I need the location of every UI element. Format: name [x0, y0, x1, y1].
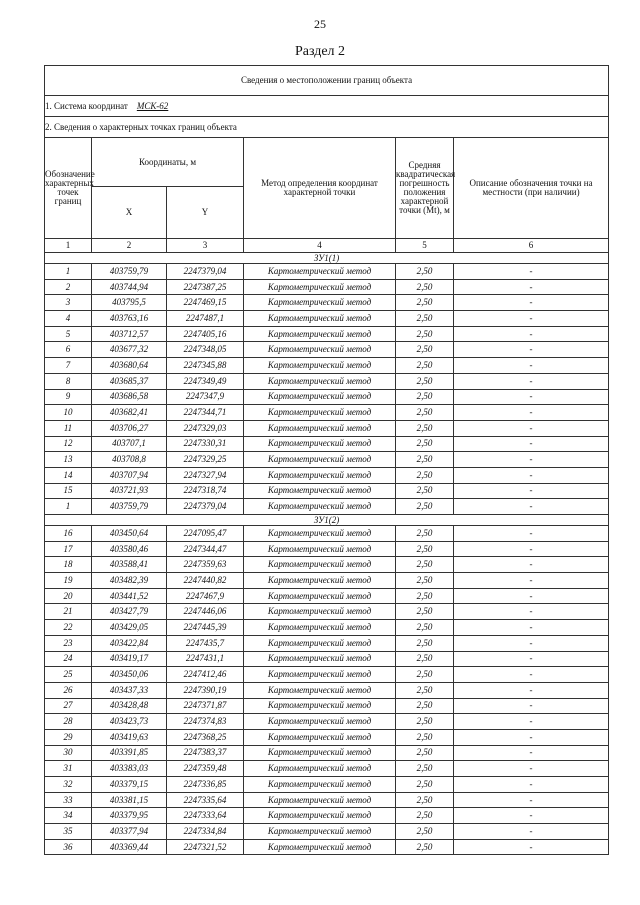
- header-row: [45, 138, 609, 187]
- column-number: 5: [396, 239, 454, 253]
- table-row: [45, 467, 609, 483]
- y-coordinate-cell: 2247349,49: [167, 373, 244, 389]
- mt-cell: 2,50: [396, 714, 454, 730]
- mt-cell: 2,50: [396, 777, 454, 793]
- description-cell: -: [454, 745, 609, 761]
- x-coordinate-cell: 403707,1: [92, 436, 167, 452]
- mt-cell: 2,50: [396, 358, 454, 374]
- table-row: [45, 824, 609, 840]
- section-title: Раздел 2: [294, 44, 346, 59]
- column-number: 3: [167, 239, 244, 253]
- point-number-cell: 33: [45, 792, 92, 808]
- point-number-cell: 23: [45, 635, 92, 651]
- point-number-cell: 28: [45, 714, 92, 730]
- description-cell: -: [454, 808, 609, 824]
- description-cell: -: [454, 452, 609, 468]
- method-cell: Картометрический метод: [244, 651, 396, 667]
- table-row: [45, 557, 609, 573]
- description-cell: -: [454, 467, 609, 483]
- method-cell: Картометрический метод: [244, 745, 396, 761]
- y-coordinate-cell: 2247335,64: [167, 792, 244, 808]
- group-label: ЗУ1(1): [45, 253, 609, 264]
- mt-cell: 2,50: [396, 420, 454, 436]
- point-number-cell: 14: [45, 467, 92, 483]
- description-cell: -: [454, 824, 609, 840]
- x-coordinate-cell: 403763,16: [92, 311, 167, 327]
- group-label: ЗУ1(2): [45, 515, 609, 526]
- point-number-cell: 31: [45, 761, 92, 777]
- y-coordinate-cell: 2247435,7: [167, 635, 244, 651]
- description-cell: -: [454, 761, 609, 777]
- mt-cell: 2,50: [396, 729, 454, 745]
- mt-cell: 2,50: [396, 499, 454, 515]
- point-number-cell: 32: [45, 777, 92, 793]
- method-cell: Картометрический метод: [244, 714, 396, 730]
- x-coordinate-cell: 403377,94: [92, 824, 167, 840]
- description-cell: -: [454, 389, 609, 405]
- description-cell: -: [454, 499, 609, 515]
- column-number: 6: [454, 239, 609, 253]
- description-cell: -: [454, 311, 609, 327]
- y-coordinate-cell: 2247348,05: [167, 342, 244, 358]
- point-number-cell: 29: [45, 729, 92, 745]
- x-coordinate-cell: 403706,27: [92, 420, 167, 436]
- mt-cell: 2,50: [396, 651, 454, 667]
- table-row: [45, 295, 609, 311]
- method-cell: Картометрический метод: [244, 808, 396, 824]
- y-coordinate-cell: 2247431,1: [167, 651, 244, 667]
- point-number-cell: 17: [45, 541, 92, 557]
- description-cell: -: [454, 436, 609, 452]
- y-coordinate-cell: 2247387,25: [167, 279, 244, 295]
- description-cell: -: [454, 620, 609, 636]
- description-cell: -: [454, 698, 609, 714]
- point-number-cell: 35: [45, 824, 92, 840]
- description-cell: -: [454, 714, 609, 730]
- mt-cell: 2,50: [396, 824, 454, 840]
- method-cell: Картометрический метод: [244, 295, 396, 311]
- method-cell: Картометрический метод: [244, 588, 396, 604]
- x-coordinate-cell: 403450,64: [92, 526, 167, 542]
- description-cell: -: [454, 667, 609, 683]
- column-number: 2: [92, 239, 167, 253]
- y-coordinate-cell: 2247412,46: [167, 667, 244, 683]
- method-cell: Картометрический метод: [244, 326, 396, 342]
- table-row: [45, 604, 609, 620]
- x-coordinate-cell: 403441,52: [92, 588, 167, 604]
- x-coordinate-cell: 403383,03: [92, 761, 167, 777]
- y-coordinate-cell: 2247445,39: [167, 620, 244, 636]
- y-coordinate-cell: 2247469,15: [167, 295, 244, 311]
- method-cell: Картометрический метод: [244, 405, 396, 421]
- y-coordinate-cell: 2247487,1: [167, 311, 244, 327]
- table-row: [45, 389, 609, 405]
- description-cell: -: [454, 342, 609, 358]
- method-cell: Картометрический метод: [244, 635, 396, 651]
- y-coordinate-cell: 2247440,82: [167, 573, 244, 589]
- y-coordinate-cell: 2247333,64: [167, 808, 244, 824]
- x-coordinate-cell: 403369,44: [92, 839, 167, 855]
- method-cell: Картометрический метод: [244, 761, 396, 777]
- description-cell: -: [454, 279, 609, 295]
- x-coordinate-cell: 403588,41: [92, 557, 167, 573]
- table-row: [45, 436, 609, 452]
- point-number-cell: 7: [45, 358, 92, 374]
- table-title: Сведения о местоположении границ объекта: [45, 66, 609, 96]
- description-cell: -: [454, 792, 609, 808]
- header-method: Метод определения координат характерной точки: [244, 138, 396, 239]
- description-cell: -: [454, 635, 609, 651]
- x-coordinate-cell: 403379,15: [92, 777, 167, 793]
- mt-cell: 2,50: [396, 620, 454, 636]
- x-coordinate-cell: 403707,94: [92, 467, 167, 483]
- point-number-cell: 25: [45, 667, 92, 683]
- boundary-table: [44, 65, 609, 855]
- x-coordinate-cell: 403759,79: [92, 499, 167, 515]
- method-cell: Картометрический метод: [244, 557, 396, 573]
- method-cell: Картометрический метод: [244, 279, 396, 295]
- point-number-cell: 34: [45, 808, 92, 824]
- point-number-cell: 5: [45, 326, 92, 342]
- point-number-cell: 21: [45, 604, 92, 620]
- x-coordinate-cell: 403712,57: [92, 326, 167, 342]
- method-cell: Картометрический метод: [244, 777, 396, 793]
- point-number-cell: 24: [45, 651, 92, 667]
- mt-cell: 2,50: [396, 682, 454, 698]
- header-sko: Средняя квадратическая погрешность положения характерной точки (Mt), м: [396, 138, 454, 239]
- header-y: Y: [167, 187, 244, 239]
- y-coordinate-cell: 2247383,37: [167, 745, 244, 761]
- x-coordinate-cell: 403795,5: [92, 295, 167, 311]
- x-coordinate-cell: 403422,84: [92, 635, 167, 651]
- mt-cell: 2,50: [396, 526, 454, 542]
- mt-cell: 2,50: [396, 541, 454, 557]
- column-numbers-row: [45, 239, 609, 253]
- table-row: [45, 405, 609, 421]
- table-row: [45, 651, 609, 667]
- mt-cell: 2,50: [396, 808, 454, 824]
- description-cell: -: [454, 483, 609, 499]
- x-coordinate-cell: 403677,32: [92, 342, 167, 358]
- point-number-cell: 16: [45, 526, 92, 542]
- point-number-cell: 8: [45, 373, 92, 389]
- header-coordinates: Координаты, м: [92, 138, 244, 187]
- x-coordinate-cell: 403708,8: [92, 452, 167, 468]
- table-row: [45, 808, 609, 824]
- description-cell: -: [454, 651, 609, 667]
- table-row: [45, 620, 609, 636]
- description-cell: -: [454, 526, 609, 542]
- table-row: [45, 326, 609, 342]
- mt-cell: 2,50: [396, 311, 454, 327]
- x-coordinate-cell: 403685,37: [92, 373, 167, 389]
- description-cell: -: [454, 588, 609, 604]
- y-coordinate-cell: 2247359,63: [167, 557, 244, 573]
- point-number-cell: 10: [45, 405, 92, 421]
- mt-cell: 2,50: [396, 667, 454, 683]
- mt-cell: 2,50: [396, 792, 454, 808]
- method-cell: Картометрический метод: [244, 420, 396, 436]
- mt-cell: 2,50: [396, 264, 454, 280]
- description-cell: -: [454, 604, 609, 620]
- y-coordinate-cell: 2247405,16: [167, 326, 244, 342]
- mt-cell: 2,50: [396, 557, 454, 573]
- mt-cell: 2,50: [396, 389, 454, 405]
- table-row: [45, 729, 609, 745]
- page-number: 25: [314, 17, 326, 31]
- mt-cell: 2,50: [396, 698, 454, 714]
- table-row: [45, 698, 609, 714]
- x-coordinate-cell: 403721,93: [92, 483, 167, 499]
- x-coordinate-cell: 403428,48: [92, 698, 167, 714]
- table-row: [45, 839, 609, 855]
- y-coordinate-cell: 2247095,47: [167, 526, 244, 542]
- table-row: [45, 792, 609, 808]
- header-x: X: [92, 187, 167, 239]
- y-coordinate-cell: 2247359,48: [167, 761, 244, 777]
- table-row: [45, 499, 609, 515]
- mt-cell: 2,50: [396, 483, 454, 499]
- table-row: [45, 667, 609, 683]
- coordinate-system: [45, 96, 609, 117]
- method-cell: Картометрический метод: [244, 342, 396, 358]
- column-number: 1: [45, 239, 92, 253]
- table-row: [45, 264, 609, 280]
- x-coordinate-cell: 403744,94: [92, 279, 167, 295]
- mt-cell: 2,50: [396, 279, 454, 295]
- point-number-cell: 4: [45, 311, 92, 327]
- point-number-cell: 19: [45, 573, 92, 589]
- x-coordinate-cell: 403419,63: [92, 729, 167, 745]
- description-cell: -: [454, 295, 609, 311]
- x-coordinate-cell: 403759,79: [92, 264, 167, 280]
- point-number-cell: 26: [45, 682, 92, 698]
- table-row: [45, 682, 609, 698]
- point-number-cell: 18: [45, 557, 92, 573]
- y-coordinate-cell: 2247344,47: [167, 541, 244, 557]
- x-coordinate-cell: 403391,85: [92, 745, 167, 761]
- y-coordinate-cell: 2247446,06: [167, 604, 244, 620]
- point-number-cell: 11: [45, 420, 92, 436]
- mt-cell: 2,50: [396, 342, 454, 358]
- table-row: [45, 526, 609, 542]
- table-row: [45, 541, 609, 557]
- table-row: [45, 573, 609, 589]
- table-row: [45, 342, 609, 358]
- description-cell: -: [454, 777, 609, 793]
- x-coordinate-cell: 403437,33: [92, 682, 167, 698]
- y-coordinate-cell: 2247371,87: [167, 698, 244, 714]
- mt-cell: 2,50: [396, 467, 454, 483]
- description-cell: -: [454, 557, 609, 573]
- description-cell: -: [454, 326, 609, 342]
- column-number: 4: [244, 239, 396, 253]
- mt-cell: 2,50: [396, 604, 454, 620]
- description-cell: -: [454, 682, 609, 698]
- mt-cell: 2,50: [396, 326, 454, 342]
- y-coordinate-cell: 2247329,03: [167, 420, 244, 436]
- point-number-cell: 27: [45, 698, 92, 714]
- method-cell: Картометрический метод: [244, 698, 396, 714]
- mt-cell: 2,50: [396, 295, 454, 311]
- x-coordinate-cell: 403379,95: [92, 808, 167, 824]
- y-coordinate-cell: 2247379,04: [167, 499, 244, 515]
- method-cell: Картометрический метод: [244, 467, 396, 483]
- method-cell: Картометрический метод: [244, 792, 396, 808]
- mt-cell: 2,50: [396, 452, 454, 468]
- mt-cell: 2,50: [396, 745, 454, 761]
- method-cell: Картометрический метод: [244, 729, 396, 745]
- y-coordinate-cell: 2247345,88: [167, 358, 244, 374]
- method-cell: Картометрический метод: [244, 839, 396, 855]
- y-coordinate-cell: 2247374,83: [167, 714, 244, 730]
- method-cell: Картометрический метод: [244, 573, 396, 589]
- table-row: [45, 373, 609, 389]
- coordinate-system-label: 1. Система координат: [45, 100, 128, 111]
- x-coordinate-cell: 403682,41: [92, 405, 167, 421]
- method-cell: Картометрический метод: [244, 358, 396, 374]
- description-cell: -: [454, 729, 609, 745]
- points-info-row: [45, 117, 609, 138]
- mt-cell: 2,50: [396, 373, 454, 389]
- y-coordinate-cell: 2247318,74: [167, 483, 244, 499]
- table-row: [45, 279, 609, 295]
- y-coordinate-cell: 2247368,25: [167, 729, 244, 745]
- method-cell: Картометрический метод: [244, 483, 396, 499]
- group-row: [45, 515, 609, 526]
- y-coordinate-cell: 2247344,71: [167, 405, 244, 421]
- y-coordinate-cell: 2247329,25: [167, 452, 244, 468]
- y-coordinate-cell: 2247334,84: [167, 824, 244, 840]
- header-description: Описание обозначения точки на местности (при наличии): [454, 138, 609, 239]
- point-number-cell: 20: [45, 588, 92, 604]
- description-cell: -: [454, 839, 609, 855]
- description-cell: -: [454, 264, 609, 280]
- table-row: [45, 420, 609, 436]
- y-coordinate-cell: 2247467,9: [167, 588, 244, 604]
- y-coordinate-cell: 2247347,9: [167, 389, 244, 405]
- description-cell: -: [454, 573, 609, 589]
- x-coordinate-cell: 403680,64: [92, 358, 167, 374]
- x-coordinate-cell: 403423,73: [92, 714, 167, 730]
- point-number-cell: 15: [45, 483, 92, 499]
- coordinate-system-row: [45, 96, 609, 117]
- mt-cell: 2,50: [396, 839, 454, 855]
- table-row: [45, 311, 609, 327]
- method-cell: Картометрический метод: [244, 264, 396, 280]
- mt-cell: 2,50: [396, 761, 454, 777]
- method-cell: Картометрический метод: [244, 311, 396, 327]
- point-number-cell: 1: [45, 264, 92, 280]
- coordinate-system-value: МСК-62: [136, 100, 169, 111]
- point-number-cell: 2: [45, 279, 92, 295]
- x-coordinate-cell: 403482,39: [92, 573, 167, 589]
- point-number-cell: 12: [45, 436, 92, 452]
- group-row: [45, 253, 609, 264]
- points-info-label: 2. Сведения о характерных точках границ объекта: [45, 117, 609, 138]
- table-row: [45, 358, 609, 374]
- table-row: [45, 588, 609, 604]
- method-cell: Картометрический метод: [244, 667, 396, 683]
- x-coordinate-cell: 403419,17: [92, 651, 167, 667]
- header-designation: Обозначение характерных точек границ: [45, 138, 92, 239]
- point-number-cell: 36: [45, 839, 92, 855]
- method-cell: Картометрический метод: [244, 389, 396, 405]
- mt-cell: 2,50: [396, 635, 454, 651]
- description-cell: -: [454, 358, 609, 374]
- x-coordinate-cell: 403427,79: [92, 604, 167, 620]
- x-coordinate-cell: 403450,06: [92, 667, 167, 683]
- method-cell: Картометрический метод: [244, 541, 396, 557]
- point-number-cell: 3: [45, 295, 92, 311]
- point-number-cell: 22: [45, 620, 92, 636]
- y-coordinate-cell: 2247321,52: [167, 839, 244, 855]
- y-coordinate-cell: 2247327,94: [167, 467, 244, 483]
- table-row: [45, 635, 609, 651]
- table-row: [45, 452, 609, 468]
- point-number-cell: 9: [45, 389, 92, 405]
- table-row: [45, 483, 609, 499]
- method-cell: Картометрический метод: [244, 526, 396, 542]
- method-cell: Картометрический метод: [244, 436, 396, 452]
- table-row: [45, 761, 609, 777]
- point-number-cell: 30: [45, 745, 92, 761]
- y-coordinate-cell: 2247336,85: [167, 777, 244, 793]
- point-number-cell: 1: [45, 499, 92, 515]
- x-coordinate-cell: 403580,46: [92, 541, 167, 557]
- y-coordinate-cell: 2247390,19: [167, 682, 244, 698]
- x-coordinate-cell: 403686,58: [92, 389, 167, 405]
- table-row: [45, 777, 609, 793]
- mt-cell: 2,50: [396, 436, 454, 452]
- mt-cell: 2,50: [396, 573, 454, 589]
- mt-cell: 2,50: [396, 588, 454, 604]
- table-title-row: [45, 66, 609, 96]
- description-cell: -: [454, 541, 609, 557]
- method-cell: Картометрический метод: [244, 373, 396, 389]
- method-cell: Картометрический метод: [244, 824, 396, 840]
- y-coordinate-cell: 2247379,04: [167, 264, 244, 280]
- method-cell: Картометрический метод: [244, 620, 396, 636]
- point-number-cell: 13: [45, 452, 92, 468]
- table-row: [45, 745, 609, 761]
- method-cell: Картометрический метод: [244, 452, 396, 468]
- x-coordinate-cell: 403381,15: [92, 792, 167, 808]
- method-cell: Картометрический метод: [244, 604, 396, 620]
- method-cell: Картометрический метод: [244, 682, 396, 698]
- description-cell: -: [454, 405, 609, 421]
- method-cell: Картометрический метод: [244, 499, 396, 515]
- description-cell: -: [454, 420, 609, 436]
- description-cell: -: [454, 373, 609, 389]
- y-coordinate-cell: 2247330,31: [167, 436, 244, 452]
- table-row: [45, 714, 609, 730]
- mt-cell: 2,50: [396, 405, 454, 421]
- x-coordinate-cell: 403429,05: [92, 620, 167, 636]
- point-number-cell: 6: [45, 342, 92, 358]
